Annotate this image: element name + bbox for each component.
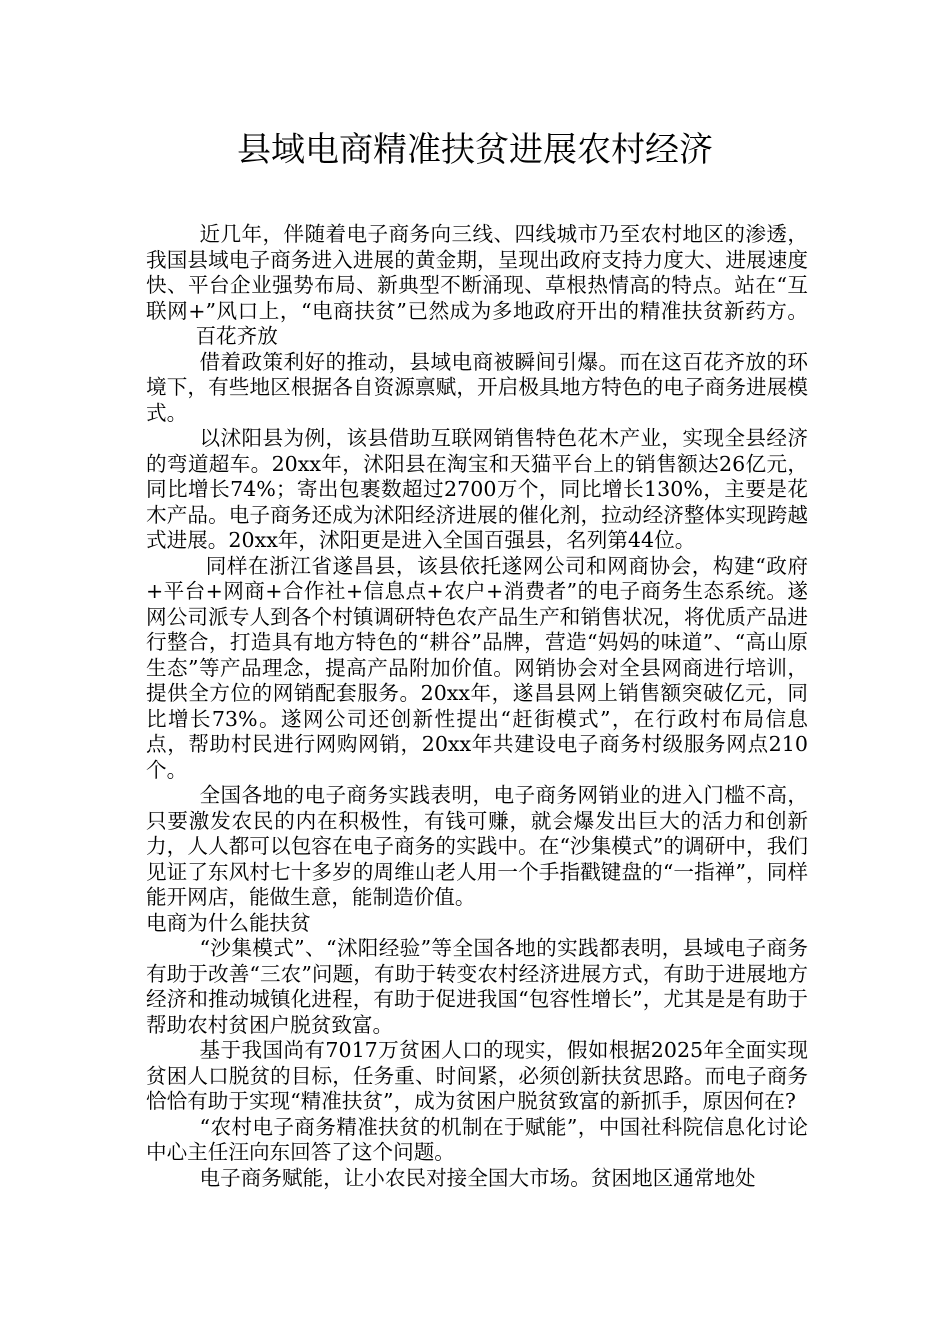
paragraph: “沙集模式”、“沭阳经验”等全国各地的实践都表明，县域电子商务有助于改善“三农”问题，有助于转变农村经济进展方式，有助于进展地方经济和推动城镇化进程，有助于促进我国“包容性增长”，尤其是是有助于帮助农村贫困户脱贫致富。 bbox=[146, 936, 808, 1037]
document-title: 县域电商精准扶贫进展农村经济 bbox=[237, 130, 713, 170]
section-heading-1: 百花齐放 bbox=[195, 324, 278, 348]
paragraph-intro bbox=[146, 222, 808, 350]
document-body bbox=[146, 222, 808, 1191]
paragraph: 电子商务赋能，让小农民对接全国大市场。贫困地区通常地处 bbox=[199, 1165, 756, 1190]
section-heading-2: 电商为什么能扶贫 bbox=[146, 910, 311, 935]
paragraph: 全国各地的电子商务实践表明，电子商务网销业的进入门槛不高，只要激发农民的内在积极性，有钱可赚，就会爆发出巨大的活力和创新力，人人都可以包容在电子商务的实践中。在“沙集模式”的调研中，我们见证了东风村七十多岁的周维山老人用一个手指戳键盘的“一指禅”，同样能开网店，能做生意，能制造价值。 bbox=[146, 783, 808, 909]
paragraph-intro-text: 近几年，伴随着电子商务向三线、四线城市乃至农村地区的渗透，我国县域电子商务进入进展的黄金期，呈现出政府支持力度大、进展速度快、平台企业强势布局、新典型不断涌现、草根热情高的特点。站在“互联网+”风口上，“电商扶贫”已然成为多地政府开出的精准扶贫新药方。 bbox=[146, 222, 808, 323]
paragraph: 借着政策利好的推动，县域电商被瞬间引爆。而在这百花齐放的环境下，有些地区根据各自资源禀赋，开启极具地方特色的电子商务进展模式。 bbox=[146, 349, 808, 425]
paragraph: 同样在浙江省遂昌县，该县依托遂网公司和网商协会，构建“政府+平台+网商+合作社+信息点+农户+消费者”的电子商务生态系统。遂网公司派专人到各个村镇调研特色农产品生产和销售状况，将优质产品进行整合，打造具有地方特色的“耕谷”品牌，营造“妈妈的味道”、“高山原生态”等产品理念，提高产品附加价值。网销协会对全县网商进行培训，提供全方位的网销配套服务。20xx年，遂昌县网上销售额突破亿元，同比增长73%。遂网公司还创新性提出“赶街模式”，在行政村布局信息点，帮助村民进行网购网销，20xx年共建设电子商务村级服务网点210个。 bbox=[146, 553, 808, 782]
paragraph: “农村电子商务精准扶贫的机制在于赋能”，中国社科院信息化讨论中心主任汪向东回答了这个问题。 bbox=[146, 1114, 808, 1164]
paragraph: 基于我国尚有7017万贫困人口的现实，假如根据2025年全面实现贫困人口脱贫的目标，任务重、时间紧，必须创新扶贫思路。而电子商务恰恰有助于实现“精准扶贫”，成为贫困户脱贫致富的新抓手，原因何在? bbox=[146, 1038, 808, 1113]
paragraph: 以沭阳县为例，该县借助互联网销售特色花木产业，实现全县经济的弯道超车。20xx年，沭阳县在淘宝和天猫平台上的销售额达26亿元，同比增长74%；寄出包裹数超过2700万个，同比增长130%，主要是花木产品。电子商务还成为沭阳经济进展的催化剂，拉动经济整体实现跨越式进展。20xx年，沭阳更是进入全国百强县，名列第44位。 bbox=[146, 426, 808, 552]
